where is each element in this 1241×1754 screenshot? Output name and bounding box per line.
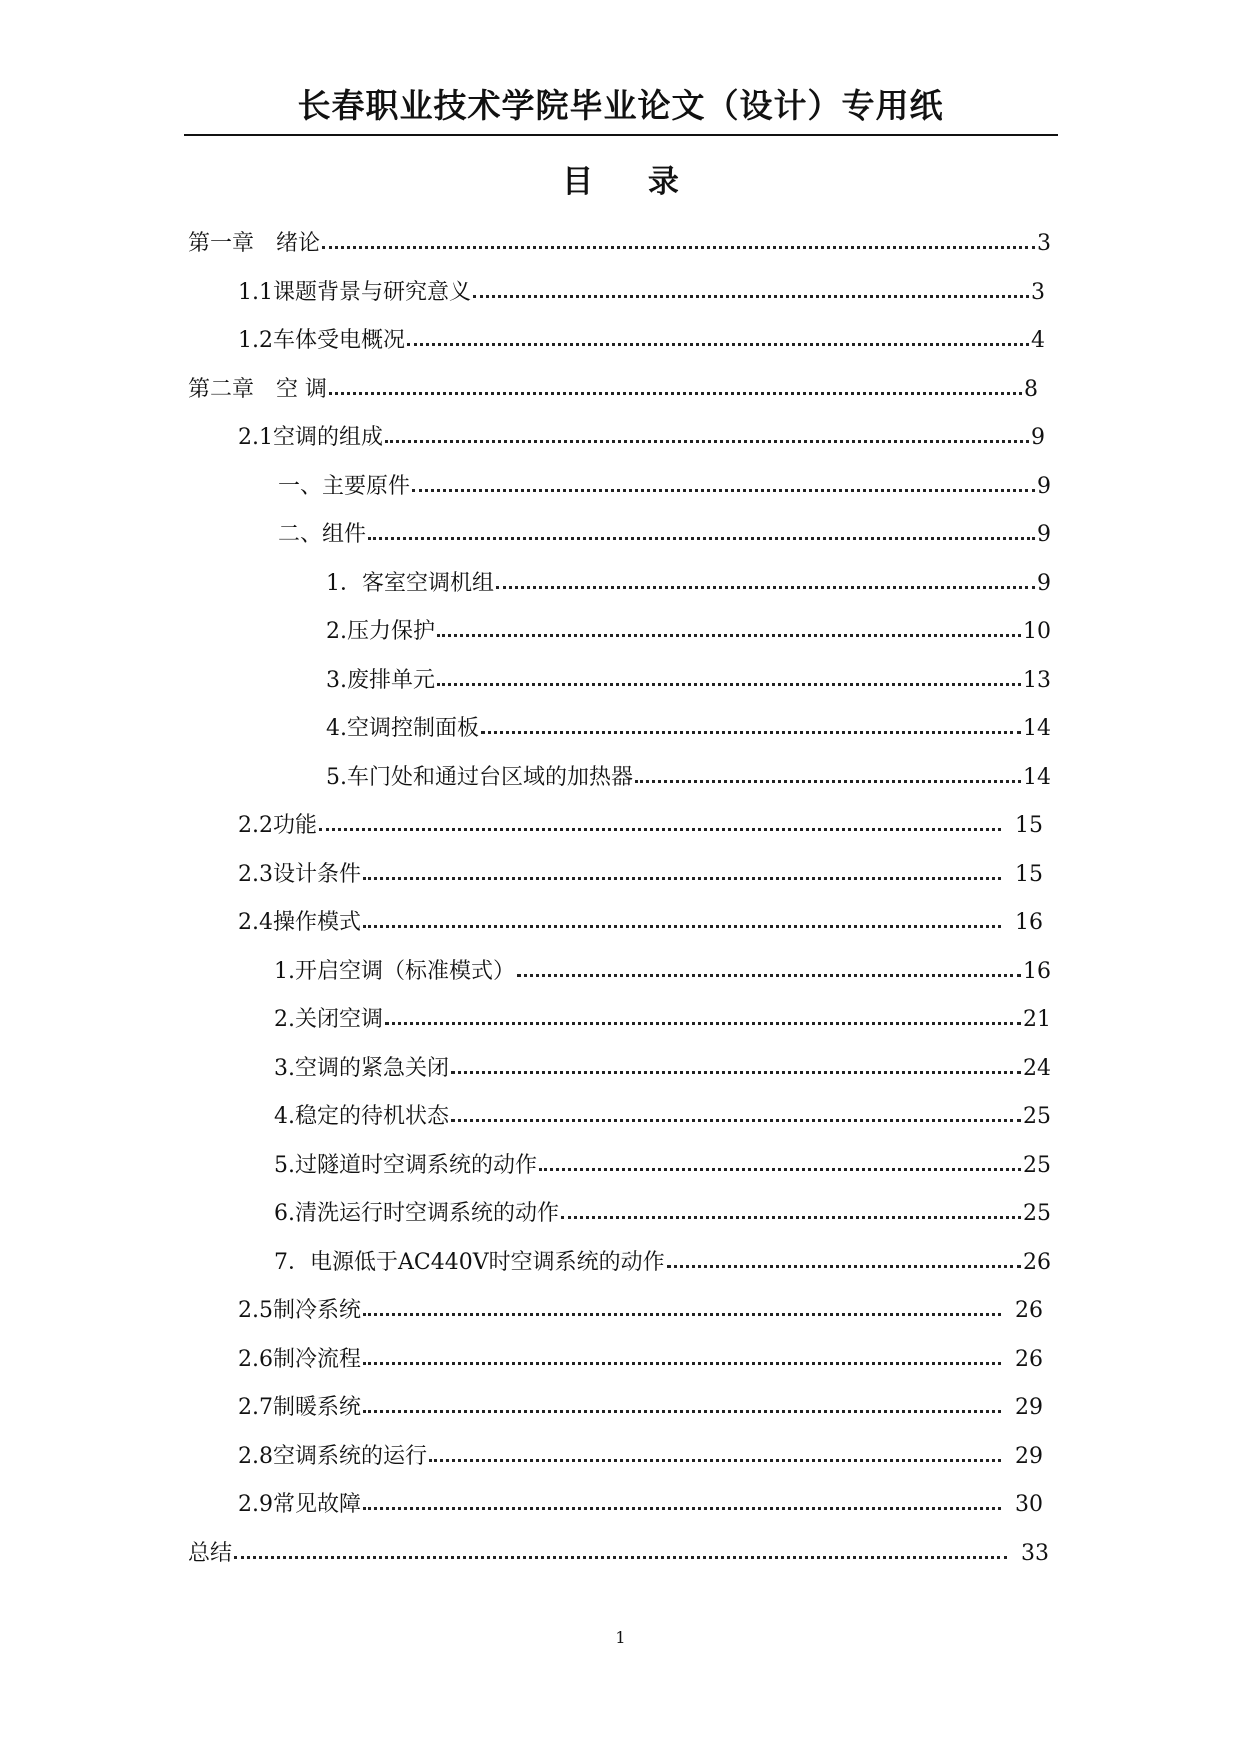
toc-entry-text: 总结 — [188, 1541, 233, 1566]
toc-entry-text: 2.9常见故障 — [238, 1492, 361, 1517]
toc-entry-text: 第二章 空 调 — [188, 377, 327, 402]
toc-entry-text: 2.4操作模式 — [238, 910, 361, 935]
toc-entry-page: 26 — [1015, 1347, 1043, 1372]
toc-entry-page: 10 — [1023, 619, 1051, 644]
toc-entry-chapter-1[interactable] — [188, 226, 1051, 258]
toc-entry-door-heater[interactable] — [326, 760, 1051, 792]
toc-entry-page: 14 — [1023, 765, 1051, 790]
toc-entry-section-2-9[interactable] — [238, 1487, 1043, 1519]
toc-entry-text: 1．客室空调机组 — [326, 571, 494, 596]
toc-entry-text: 3.空调的紧急关闭 — [274, 1056, 449, 1081]
toc-leader-dots — [429, 1443, 1001, 1471]
toc-entry-page: 8 — [1024, 377, 1038, 402]
toc-entry-pressure-protection[interactable] — [326, 614, 1051, 646]
toc-leader-dots — [407, 327, 1029, 355]
toc-entry-text: 3.废排单元 — [326, 668, 435, 693]
toc-leader-dots — [363, 1297, 1001, 1325]
toc-entry-page: 13 — [1023, 668, 1051, 693]
toc-leader-dots — [234, 1540, 1007, 1568]
toc-entry-section-2-4[interactable] — [238, 905, 1043, 937]
toc-entry-low-voltage[interactable] — [274, 1245, 1051, 1277]
toc-leader-dots — [322, 230, 1035, 258]
toc-leader-dots — [412, 473, 1035, 501]
toc-title: 目 录 — [562, 164, 679, 200]
toc-entry-text: 2.压力保护 — [326, 619, 435, 644]
toc-entry-page: 14 — [1023, 716, 1051, 741]
toc-entry-page: 25 — [1023, 1104, 1051, 1129]
toc-entry-page: 9 — [1037, 571, 1051, 596]
toc-leader-dots — [363, 1394, 1001, 1422]
toc-entry-page: 9 — [1037, 474, 1051, 499]
toc-leader-dots — [517, 958, 1021, 986]
toc-leader-dots — [437, 618, 1021, 646]
toc-entry-section-2-2[interactable] — [238, 808, 1043, 840]
toc-entry-text: 1.1课题背景与研究意义 — [238, 280, 471, 305]
toc-entry-page: 25 — [1023, 1201, 1051, 1226]
toc-entry-text: 2.3设计条件 — [238, 862, 361, 887]
toc-entry-page: 21 — [1023, 1007, 1051, 1032]
toc-entry-text: 1.开启空调（标准模式） — [274, 959, 515, 984]
toc-entry-stop-ac[interactable] — [274, 1002, 1051, 1034]
toc-leader-dots — [368, 521, 1035, 549]
toc-leader-dots — [363, 1346, 1001, 1374]
toc-entry-text: 2.5制冷系统 — [238, 1298, 361, 1323]
toc-entry-text: 4.稳定的待机状态 — [274, 1104, 449, 1129]
toc-leader-dots — [385, 424, 1029, 452]
toc-entry-page: 25 — [1023, 1153, 1051, 1178]
toc-entry-text: 5.过隧道时空调系统的动作 — [274, 1153, 537, 1178]
toc-entry-text: 2.2功能 — [238, 813, 317, 838]
toc-entry-text: 2.7制暖系统 — [238, 1395, 361, 1420]
toc-entry-page: 9 — [1037, 522, 1051, 547]
toc-leader-dots — [363, 909, 1001, 937]
toc-entry-ac-control-panel[interactable] — [326, 711, 1051, 743]
toc-leader-dots — [319, 812, 1001, 840]
toc-entry-page: 16 — [1015, 910, 1043, 935]
toc-entry-section-2-1[interactable] — [238, 420, 1045, 452]
toc-leader-dots — [437, 667, 1021, 695]
toc-entry-text: 6.清洗运行时空调系统的动作 — [274, 1201, 559, 1226]
toc-entry-start-ac[interactable] — [274, 954, 1051, 986]
toc-entry-section-2-3[interactable] — [238, 857, 1043, 889]
toc-entry-text: 5.车门处和通过台区域的加热器 — [326, 765, 633, 790]
toc-entry-page: 26 — [1015, 1298, 1043, 1323]
toc-leader-dots — [667, 1249, 1021, 1277]
toc-entry-components[interactable] — [278, 517, 1051, 549]
page-number: 1 — [615, 1628, 626, 1647]
toc-leader-dots — [473, 279, 1029, 307]
toc-entry-page: 3 — [1037, 231, 1051, 256]
toc-entry-text: 第一章 绪论 — [188, 231, 321, 256]
toc-entry-chapter-2[interactable] — [188, 372, 1038, 404]
toc-entry-text: 一、主要原件 — [278, 474, 411, 499]
toc-entry-cabin-ac-unit[interactable] — [326, 566, 1051, 598]
toc-leader-dots — [496, 570, 1035, 598]
toc-leader-dots — [385, 1006, 1021, 1034]
toc-entry-text: 二、组件 — [278, 522, 367, 547]
toc-entry-page: 15 — [1015, 862, 1043, 887]
toc-entry-standby[interactable] — [274, 1099, 1051, 1131]
toc-entry-page: 15 — [1015, 813, 1043, 838]
toc-leader-dots — [481, 715, 1021, 743]
toc-leader-dots — [451, 1055, 1021, 1083]
toc-entry-section-2-6[interactable] — [238, 1342, 1043, 1374]
toc-entry-page: 29 — [1015, 1395, 1043, 1420]
toc-entry-text: 2.8空调系统的运行 — [238, 1444, 427, 1469]
toc-entry-text: 7．电源低于AC440V时空调系统的动作 — [274, 1250, 665, 1275]
toc-leader-dots — [363, 1491, 1001, 1519]
document-header-title: 长春职业技术学院毕业论文（设计）专用纸 — [297, 86, 944, 125]
toc-entry-exhaust-unit[interactable] — [326, 663, 1051, 695]
toc-entry-text: 2.1空调的组成 — [238, 425, 383, 450]
toc-entry-section-2-8[interactable] — [238, 1439, 1043, 1471]
toc-entry-text: 1.2车体受电概况 — [238, 328, 405, 353]
toc-entry-page: 24 — [1023, 1056, 1051, 1081]
toc-entry-text: 2.关闭空调 — [274, 1007, 383, 1032]
toc-entry-page: 29 — [1015, 1444, 1043, 1469]
toc-entry-page: 3 — [1031, 280, 1045, 305]
toc-entry-page: 26 — [1023, 1250, 1051, 1275]
toc-entry-section-1-2[interactable] — [238, 323, 1045, 355]
toc-leader-dots — [451, 1103, 1021, 1131]
toc-leader-dots — [329, 376, 1022, 404]
toc-leader-dots — [539, 1152, 1021, 1180]
toc-entry-page: 30 — [1015, 1492, 1043, 1517]
toc-entry-summary[interactable] — [188, 1536, 1049, 1568]
toc-entry-page: 16 — [1023, 959, 1051, 984]
toc-leader-dots — [635, 764, 1021, 792]
toc-entry-section-2-7[interactable] — [238, 1390, 1043, 1422]
toc-entry-emergency-stop[interactable] — [274, 1051, 1051, 1083]
toc-entry-text: 4.空调控制面板 — [326, 716, 479, 741]
toc-entry-tunnel-mode[interactable] — [274, 1148, 1051, 1180]
toc-leader-dots — [561, 1200, 1021, 1228]
toc-entry-section-1-1[interactable] — [238, 275, 1045, 307]
toc-entry-text: 2.6制冷流程 — [238, 1347, 361, 1372]
toc-entry-wash-mode[interactable] — [274, 1196, 1051, 1228]
toc-entry-main-components[interactable] — [278, 469, 1051, 501]
toc-entry-page: 33 — [1021, 1541, 1049, 1566]
toc-entry-page: 9 — [1031, 425, 1045, 450]
toc-leader-dots — [363, 861, 1001, 889]
toc-entry-page: 4 — [1031, 328, 1045, 353]
toc-entry-section-2-5[interactable] — [238, 1293, 1043, 1325]
